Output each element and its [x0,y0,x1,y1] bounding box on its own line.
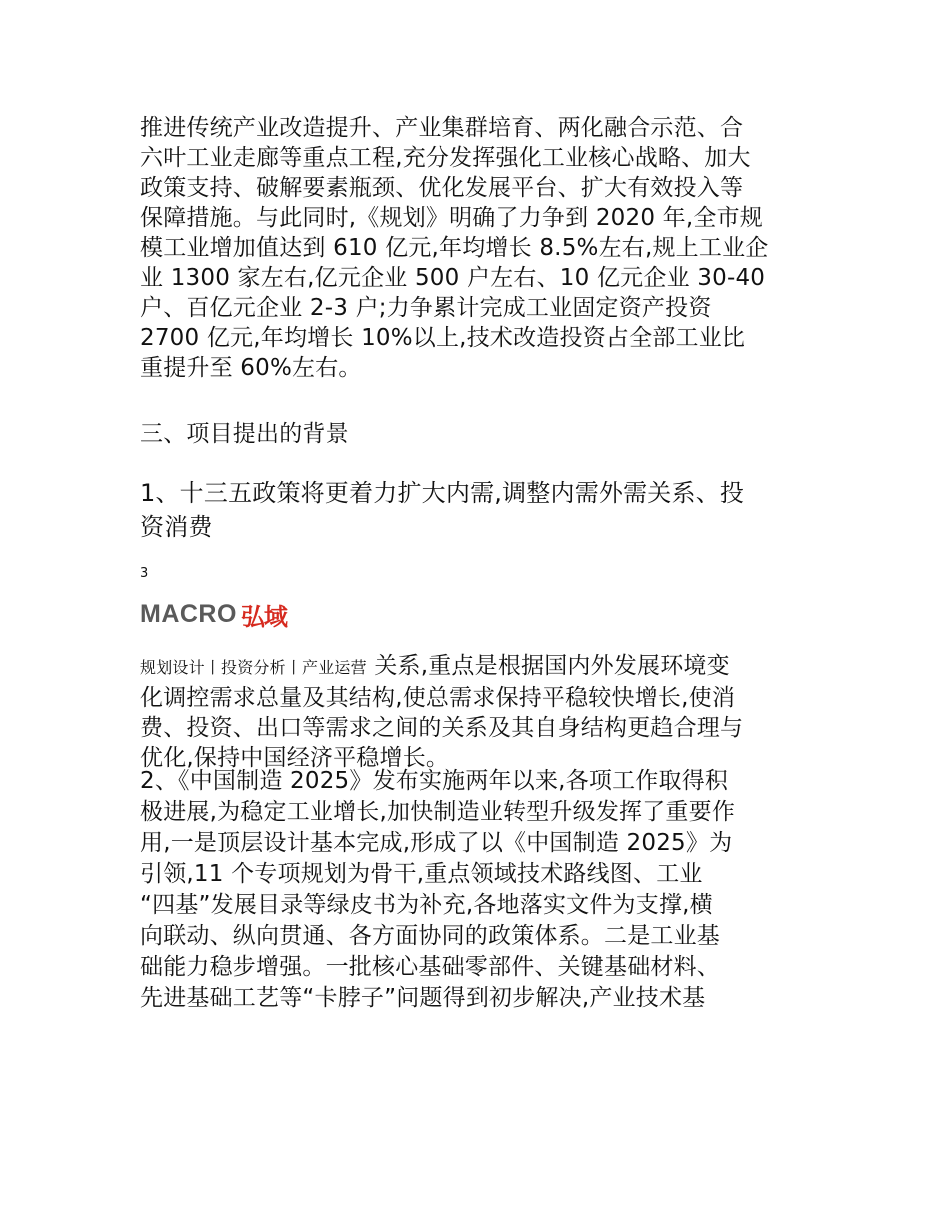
paragraph-domestic-demand [140,651,820,773]
paragraph-domestic-demand-text: 关系,重点是根据国内外发展环境变 化调控需求总量及其结构,使总需求保持平稳较快增长,使消 费、投资、出口等需求之间的关系及其自身结构更趋合理与 优化,保持中国经济平稳增长。 [140,653,744,771]
paragraph-planning-targets: 推进传统产业改造提升、产业集群培育、两化融合示范、合 六叶工业走廊等重点工程,充分发挥强化工业核心战略、加大 政策支持、破解要素瓶颈、优化发展平台、扩大有效投入等 保障措施。与此同时,《规划》明确了力争到 2020 年,全市规 模工业增加值达到 610 亿元,年均增长 8.5%左右,规上工业企 业 1300 家左右,亿元企业 500 户左右、10 亿元企业 30-40 户、百亿元企业 2-3 户;力争累计完成工业固定资产投资 2700 亿元,年均增长 10%以上,技术改造投资占全部工业比 重提升至 60%左右。 [140,115,769,381]
logo-chinese-text: 弘域 [240,602,287,631]
page-number: 3 [140,566,149,581]
paragraph-made-in-china-2025: 2、《中国制造 2025》发布实施两年以来,各项工作取得积 极进展,为稳定工业增长,加快制造业转型升级发挥了重要作 用,一是顶层设计基本完成,形成了以《中国制造 2025》为 引领,11 个专项规划为骨干,重点领域技术路线图、工业 “四基”发展目录等绿皮书为补充,各地落实文件为支撑,横 向联动、纵向贯通、各方面协同的政策体系。二是工业基 础能力稳步增强。一批核心基础零部件、关键基础材料、 先进基础工艺等“卡脖子”问题得到初步解决,产业技术基 [140,768,736,1011]
logo-latin-text: MACRO [140,599,237,628]
company-logo [140,596,287,632]
numbered-item-1: 1、十三五政策将更着力扩大内需,调整内需外需关系、投 资消费 [140,479,745,541]
section-heading: 三、项目提出的背景 [140,421,349,447]
header-tagline: 规划设计丨投资分析丨产业运营 [140,658,367,677]
